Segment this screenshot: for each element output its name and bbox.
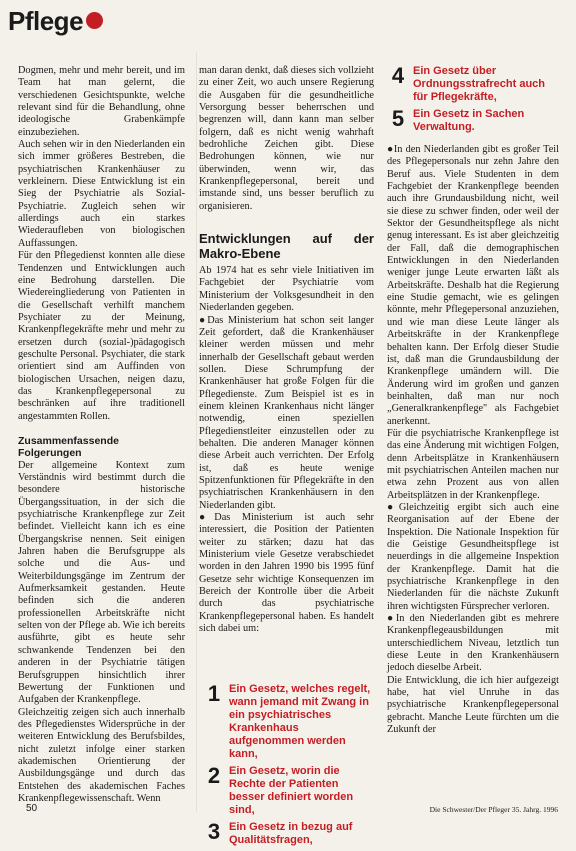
paragraph bbox=[199, 512, 374, 635]
paragraph: Dogmen, mehr und mehr bereit, und im Team hat man gelernt, die verschiedenen Gesichtspunkte, welche relevant sind für die Behandlung, ohne ideologische Grabenkämpfe einzubeziehen. bbox=[18, 65, 185, 138]
bullet-icon: ● bbox=[387, 613, 396, 625]
paragraph bbox=[387, 613, 559, 675]
subheading-conclusions: Zusammenfassende Folgerungen bbox=[18, 434, 119, 460]
column-2 bbox=[199, 65, 374, 635]
bullet-icon: ● bbox=[387, 501, 399, 513]
law-callout-5 bbox=[387, 108, 559, 134]
paragraph-text: In den Niederlanden gibt es großer Teil des Pflegepersonals nur zehn Jahre den Beruf aus. Viele Studenten in dem Fachgebiet der Krankenpflege beenden auch ihre Grundausbildung nicht, weil sie diese zu schwer finden, oder weil der Sektor der Gesundheitspflege als nicht genug interessant. Es ist aber gleichzeitig der Fall, daß die demographischen Entwicklungen in den Niederlanden weniger junge Leute erwarten läßt als Arbeitskräfte. Deshalb hat die Regierung eine Studie gemacht, wie es gelingen könnte, mehr Pflegepersonal anzuziehen, und wie man diese Leute länger als Arbeitskräfte in der Krankenpflege behalten kann. Der Erfolg dieser Studie ist, daß man die Grundausbildung der Krankenpflege umändern will. Die Änderung wird im großen und ganzen beinhalten, daß man nur noch „Generalkrankenpflege" als Fachgebiet anerkennt. bbox=[387, 144, 559, 427]
bullet-icon: ● bbox=[199, 512, 215, 523]
spacer bbox=[199, 213, 374, 231]
section-title: Pflege bbox=[8, 6, 84, 36]
number-badge: 4 bbox=[391, 63, 405, 88]
law-callout-1 bbox=[203, 683, 371, 761]
subheading-macro-level: Entwicklungen auf der Makro-Ebene bbox=[199, 231, 374, 262]
paragraph-text: Gleichzeitig ergibt sich auch eine Reorganisation auf der Ebene der Inspektion. Die Nationale Inspektion für die Geistige Gesundheitspflege ist neuerdings in die allgemeine Inspektion der Krankenpflege. Damit hat die psychiatrische Krankenpflege in den Niederlanden für die nächste Zukunft ihren wichtigsten Fürsprecher verloren. bbox=[387, 501, 559, 612]
spacer bbox=[18, 423, 185, 435]
bullet-icon: ● bbox=[199, 314, 208, 326]
number-badge: 5 bbox=[391, 106, 405, 131]
paragraph-text: Das Ministerium hat schon seit langer Zeit gefordert, daß die Krankenhäuser kleiner werden müssen und mehr innerhalb der Gesellschaft gebaut werden sollen. Diese Schrumpfung der Krankenhäuser hat große Folgen für die Pflegedienste. Zum Beispiel ist es in einem kleinen Krankenhaus nicht länger notwendig, einen speziellen Pflegedienstleiter einzustellen oder zu behalten. Die anderen Manager können diese Arbeit auch verrichten. Der Erfolg ist, daß es heute wenige Spitzenfunktionen für Pflegekräfte in den psychiatrischen Krankenhäusern in den Niederlanden gibt. bbox=[199, 314, 374, 511]
number-badge: 1 bbox=[207, 681, 221, 706]
paragraph-text: In den Niederlanden gibt es mehrere Krankenpflegeausbildungen mit unterschiedlichem Niveau, letztlich tun diese Leute in den Krankenhäusern jedoch dieselbe Arbeit. bbox=[387, 613, 559, 674]
bullet-icon: ● bbox=[387, 144, 394, 155]
paragraph bbox=[199, 315, 374, 513]
column-gutter bbox=[196, 52, 197, 812]
number-badge: 2 bbox=[207, 763, 221, 788]
paragraph-text: Das Ministerium ist auch sehr interessiert, die Position der Patienten weiter zu stärken; dazu hat das Ministerium viele Gesetze verabschiedet worden in den Jahren 1990 bis 1995 fünf Gesetze sehr wichtige Konsequenzen im Bereich der Kontrolle über die Arbeit durch das psychiatrische Krankenpflegepersonal haben. Es handelt sich dabei um: bbox=[199, 512, 374, 635]
callout-text: Ein Gesetz in bezug auf Qualitätsfragen, bbox=[229, 821, 353, 846]
paragraph: Auch sehen wir in den Niederlanden ein sich immer größeres Bestreben, die psychiatrischen Krankenhäuser zu verkleinern. Diese Entwicklung ist ein Sieg der Psychiatrie als Sozial-Psychiatrie. Zugleich sehen wir allerdings auch ein starkes Wiederaufleben von biologischen Auffassungen. bbox=[18, 139, 185, 249]
paragraph bbox=[387, 502, 559, 613]
paragraph: Ab 1974 hat es sehr viele Initiativen im Fachgebiet der Psychiatrie vom Ministerium der Volksgesundheit in den Niederlanden gegeben. bbox=[199, 265, 374, 314]
publication-source: Die Schwester/Der Pfleger 35. Jahrg. 1996 bbox=[429, 805, 558, 814]
callout-text: Ein Gesetz in Sachen Verwaltung. bbox=[413, 108, 525, 133]
law-callout-2 bbox=[203, 765, 371, 817]
section-marker-dot bbox=[86, 12, 103, 29]
column-1 bbox=[18, 65, 185, 805]
paragraph: Gleichzeitig zeigen sich auch innerhalb des Pflegedienstes Widersprüche in der weiteren Entwicklung des Berufsbildes, nicht zuletzt infolge einer starken akademischen Orientierung der Ausbildungsgänge und durch das Entstehen des akademischen Faches Krankenpflegewissenschaft. Wenn bbox=[18, 706, 185, 804]
callout-text: Ein Gesetz, welches regelt, wann jemand mit Zwang in ein psychiatrisches Krankenhaus aufgenommen werden kann, bbox=[229, 683, 371, 760]
callout-text: Ein Gesetz über Ordnungsstrafrecht auch für Pflegekräfte, bbox=[413, 65, 546, 103]
column-3 bbox=[387, 63, 559, 736]
paragraph bbox=[387, 144, 559, 428]
column-3-body bbox=[387, 144, 559, 737]
number-badge: 3 bbox=[207, 819, 221, 844]
page-header bbox=[0, 0, 576, 46]
paragraph: Der allgemeine Kontext zum Verständnis wird bestimmt durch die besondere historische Übergangssituation, in der sich die psychiatrische Krankenpflege zur Zeit befindet. Vielleicht kann ich es eine Übergangskrise nennen. Seit einigen Jahren haben die Berufsgruppe als solche und die Aus- und Weiterbildungsgänge im Zentrum der Aufmerksamkeit gestanden. Heute befinden sich die anderen professionellen Arbeitskräfte nicht selten von der Pflege ab. Wie ich bereits ausführte, gibt es heute sehr schwankende Tendenzen bei den anderen in der Psychiatrie tätigen Berufsgruppen hinsichtlich ihrer Bewertung der Funktionen und Aufgaben der Krankenpflege. bbox=[18, 459, 185, 706]
law-callout-3 bbox=[203, 821, 371, 847]
paragraph: Die Entwicklung, die ich hier aufgezeigt habe, hat viel Unruhe in das psychiatrische Krankenpflegepersonal gebracht. Manche Leute fürchten um die Zukunft der bbox=[387, 674, 559, 736]
page-number: 50 bbox=[26, 803, 38, 814]
callout-text: Ein Gesetz, worin die Rechte der Patienten besser definiert worden sind, bbox=[229, 765, 354, 816]
paragraph: Für die psychiatrische Krankenpflege ist das eine Änderung mit wichtigen Folgen, denn Arbeitsplätze in Krankenhäusern mit psychiatrischen Anteilen machen nur etwa zehn Prozent aus von allen Arbeitsplätzen in der Krankenpflege. bbox=[387, 427, 559, 501]
paragraph: Für den Pflegedienst konnten alle diese Tendenzen und Entwicklungen auch eine Bedrohung darstellen. Die Wiedereingliederung von Patienten in die Gesellschaft verhilft manchem Psychiater zu der Meinung, Krankenpflegekräfte mehr und mehr zu ersetzen durch (sozial-)pädagogisch geschulte Personal. Psychiater, die stark orientiert sind am Auffinden von biologischen Ursachen, neigen dazu, das Krankenpflegepersonal zu beschränken auf ihre traditionell angestammten Rollen. bbox=[18, 250, 185, 422]
law-callout-4 bbox=[387, 65, 559, 104]
paragraph: man daran denkt, daß dieses sich vollzieht zu einer Zeit, wo auch unsere Regierung die Ausgaben für die gesundheitliche Versorgung besser beherrschen und begrenzen will, dann kann man selber folgern, daß es nicht wenig wahrhaft bedrohliche Zeichen gibt. Diese Bedrohungen können, wie nur überwinden, wenn wir, das Krankenpflegepersonal, bereit und imstande sind, uns besser beruflich zu organisieren. bbox=[199, 65, 374, 212]
